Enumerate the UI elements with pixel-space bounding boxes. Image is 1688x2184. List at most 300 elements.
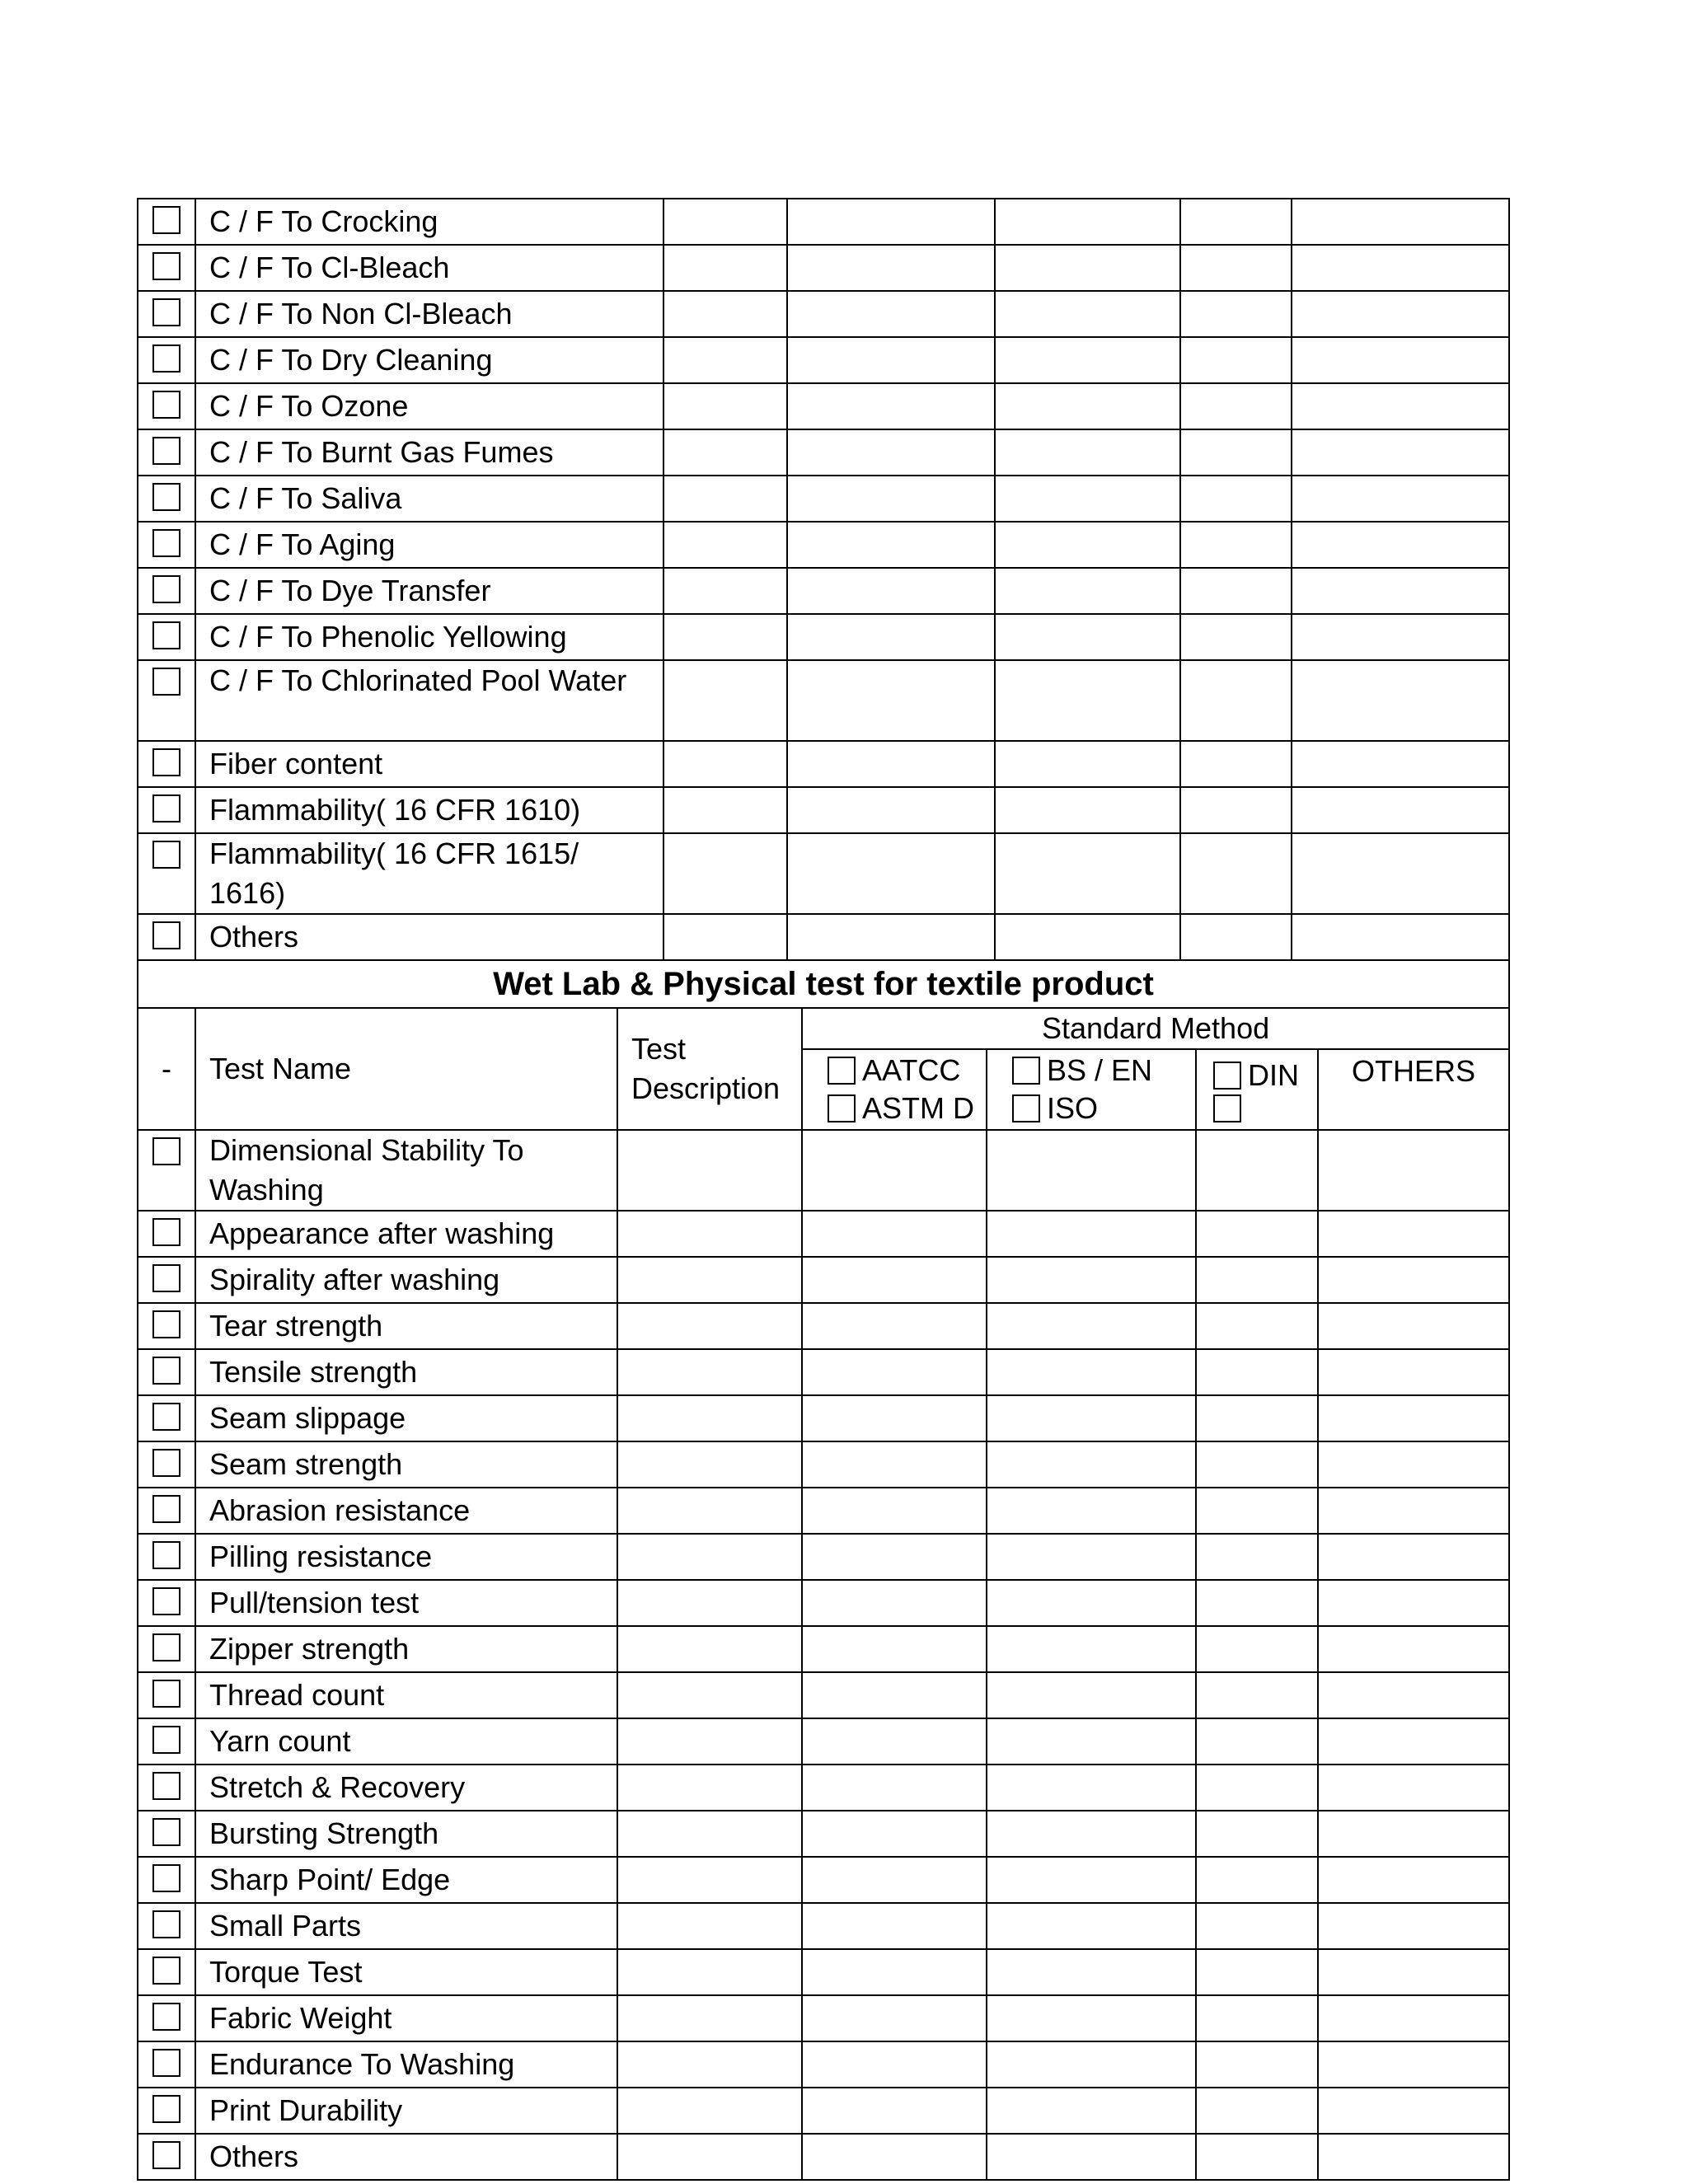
entry-cell[interactable]: [995, 787, 1180, 833]
entry-cell[interactable]: [987, 1857, 1196, 1903]
entry-cell[interactable]: [802, 1488, 987, 1534]
entry-cell[interactable]: [617, 1395, 802, 1441]
test-row-seam-slippage: [138, 1395, 1509, 1441]
test-row-pull-tension-test: [138, 1580, 1509, 1626]
row-checkbox-cell: [138, 1130, 195, 1211]
entry-cell[interactable]: [987, 2088, 1196, 2134]
entry-cell[interactable]: [995, 476, 1180, 522]
entry-cell[interactable]: [1196, 1349, 1318, 1395]
entry-cell[interactable]: [802, 1534, 987, 1580]
test-name: Print Durability: [195, 2088, 617, 2134]
test-name: Seam slippage: [195, 1395, 617, 1441]
test-name: C / F To Dye Transfer: [195, 568, 663, 614]
entry-cell[interactable]: [1180, 568, 1292, 614]
entry-cell[interactable]: [663, 614, 787, 660]
entry-cell[interactable]: [1180, 199, 1292, 245]
entry-cell[interactable]: [987, 1441, 1196, 1488]
entry-cell[interactable]: [617, 1534, 802, 1580]
entry-cell[interactable]: [663, 741, 787, 787]
entry-cell[interactable]: [1292, 914, 1509, 960]
astm-d-checkbox[interactable]: [828, 1094, 856, 1122]
test-row-c-f-to-saliva: [138, 476, 1509, 522]
entry-cell[interactable]: [1318, 1765, 1509, 1811]
entry-cell[interactable]: [1180, 522, 1292, 568]
entry-cell[interactable]: [987, 2041, 1196, 2088]
test-row-fabric-weight: [138, 1995, 1509, 2041]
entry-cell[interactable]: [1292, 833, 1509, 914]
entry-cell[interactable]: [995, 199, 1180, 245]
test-row-torque-test: [138, 1949, 1509, 1995]
entry-cell[interactable]: [617, 1349, 802, 1395]
entry-cell[interactable]: [617, 2041, 802, 2088]
test-name: Seam strength: [195, 1441, 617, 1488]
row-checkbox[interactable]: [152, 1495, 181, 1523]
entry-cell[interactable]: [1292, 568, 1509, 614]
entry-cell[interactable]: [802, 1765, 987, 1811]
entry-cell[interactable]: [787, 199, 995, 245]
row-checkbox[interactable]: [152, 437, 181, 465]
entry-cell[interactable]: [1318, 1903, 1509, 1949]
row-checkbox[interactable]: [152, 794, 181, 823]
entry-cell[interactable]: [987, 1765, 1196, 1811]
entry-cell[interactable]: [995, 245, 1180, 291]
entry-cell[interactable]: [663, 660, 787, 741]
iso-label: ISO: [1047, 1091, 1099, 1125]
test-row-fiber-content: [138, 741, 1509, 787]
entry-cell[interactable]: [1318, 1303, 1509, 1349]
test-row-dimensional-stability-to-washing: [138, 1130, 1509, 1211]
entry-cell[interactable]: [617, 1211, 802, 1257]
entry-cell[interactable]: [1292, 476, 1509, 522]
entry-cell[interactable]: [995, 833, 1180, 914]
entry-cell[interactable]: [802, 1349, 987, 1395]
entry-cell[interactable]: [987, 1488, 1196, 1534]
entry-cell[interactable]: [787, 614, 995, 660]
entry-cell[interactable]: [663, 833, 787, 914]
bs-en-label: BS / EN: [1047, 1053, 1153, 1087]
entry-cell[interactable]: [1180, 429, 1292, 476]
row-checkbox-cell: [138, 1672, 195, 1718]
entry-cell[interactable]: [1196, 2041, 1318, 2088]
entry-cell[interactable]: [617, 1488, 802, 1534]
entry-cell[interactable]: [617, 2134, 802, 2180]
test-name: Flammability( 16 CFR 1610): [195, 787, 663, 833]
aatcc-checkbox[interactable]: [828, 1057, 856, 1085]
entry-cell[interactable]: [1318, 2134, 1509, 2180]
test-name: Flammability( 16 CFR 1615/ 1616): [195, 833, 663, 914]
entry-cell[interactable]: [987, 1257, 1196, 1303]
test-name: C / F To Cl-Bleach: [195, 245, 663, 291]
entry-cell[interactable]: [1318, 1211, 1509, 1257]
entry-cell[interactable]: [1180, 291, 1292, 337]
entry-cell[interactable]: [663, 914, 787, 960]
entry-cell[interactable]: [617, 1765, 802, 1811]
row-checkbox[interactable]: [152, 529, 181, 557]
row-checkbox-cell: [138, 245, 195, 291]
row-checkbox[interactable]: [152, 2049, 181, 2077]
entry-cell[interactable]: [1180, 383, 1292, 429]
row-checkbox-cell: [138, 614, 195, 660]
section-title: Wet Lab & Physical test for textile product: [138, 960, 1509, 1008]
entry-cell[interactable]: [1196, 1395, 1318, 1441]
entry-cell[interactable]: [1318, 1580, 1509, 1626]
row-checkbox-cell: [138, 199, 195, 245]
entry-cell[interactable]: [1318, 1441, 1509, 1488]
row-checkbox-cell: [138, 1441, 195, 1488]
row-checkbox[interactable]: [152, 2003, 181, 2031]
entry-cell[interactable]: [1196, 1903, 1318, 1949]
entry-cell[interactable]: [1180, 337, 1292, 383]
entry-cell[interactable]: [787, 337, 995, 383]
row-checkbox[interactable]: [152, 252, 181, 280]
entry-cell[interactable]: [1180, 914, 1292, 960]
row-checkbox[interactable]: [152, 1310, 181, 1338]
entry-cell[interactable]: [1180, 660, 1292, 741]
test-row-c-f-to-cl-bleach: [138, 245, 1509, 291]
header-others: OTHERS: [1318, 1049, 1509, 1130]
entry-cell[interactable]: [1196, 2134, 1318, 2180]
row-checkbox-cell: [138, 568, 195, 614]
row-checkbox-cell: [138, 522, 195, 568]
colorfastness-table: [137, 198, 1510, 961]
row-checkbox[interactable]: [152, 2095, 181, 2123]
entry-cell[interactable]: [802, 1672, 987, 1718]
entry-cell[interactable]: [995, 337, 1180, 383]
entry-cell[interactable]: [802, 1441, 987, 1488]
row-checkbox[interactable]: [152, 1587, 181, 1615]
entry-cell[interactable]: [1318, 1349, 1509, 1395]
entry-cell[interactable]: [1292, 291, 1509, 337]
entry-cell[interactable]: [987, 1130, 1196, 1211]
entry-cell[interactable]: [1292, 614, 1509, 660]
entry-cell[interactable]: [1196, 1534, 1318, 1580]
entry-cell[interactable]: [617, 1949, 802, 1995]
entry-cell[interactable]: [1292, 245, 1509, 291]
entry-cell[interactable]: [1180, 245, 1292, 291]
entry-cell[interactable]: [617, 1672, 802, 1718]
entry-cell[interactable]: [987, 1995, 1196, 2041]
entry-cell[interactable]: [1196, 1580, 1318, 1626]
entry-cell[interactable]: [1292, 741, 1509, 787]
entry-cell[interactable]: [1196, 1626, 1318, 1672]
row-checkbox[interactable]: [152, 1541, 181, 1569]
entry-cell[interactable]: [995, 429, 1180, 476]
entry-cell[interactable]: [787, 833, 995, 914]
entry-cell[interactable]: [663, 568, 787, 614]
entry-cell[interactable]: [1292, 522, 1509, 568]
entry-cell[interactable]: [987, 1580, 1196, 1626]
entry-cell[interactable]: [802, 1303, 987, 1349]
row-checkbox-cell: [138, 2088, 195, 2134]
test-name: Small Parts: [195, 1903, 617, 1949]
entry-cell[interactable]: [1196, 1211, 1318, 1257]
entry-cell[interactable]: [787, 522, 995, 568]
entry-cell[interactable]: [1318, 1811, 1509, 1857]
row-checkbox[interactable]: [152, 1357, 181, 1385]
entry-cell[interactable]: [617, 1626, 802, 1672]
entry-cell[interactable]: [617, 1811, 802, 1857]
row-checkbox[interactable]: [152, 1218, 181, 1246]
test-name: C / F To Ozone: [195, 383, 663, 429]
entry-cell[interactable]: [1292, 787, 1509, 833]
row-checkbox[interactable]: [152, 206, 181, 234]
entry-cell[interactable]: [802, 1949, 987, 1995]
entry-cell[interactable]: [663, 787, 787, 833]
entry-cell[interactable]: [995, 741, 1180, 787]
test-name: Fabric Weight: [195, 1995, 617, 2041]
entry-cell[interactable]: [987, 1811, 1196, 1857]
entry-cell[interactable]: [1196, 1672, 1318, 1718]
entry-cell[interactable]: [987, 1534, 1196, 1580]
row-checkbox-cell: [138, 833, 195, 914]
entry-cell[interactable]: [1180, 741, 1292, 787]
astm-d-label: ASTM D: [862, 1091, 975, 1125]
entry-cell[interactable]: [1196, 1303, 1318, 1349]
din-label: DIN: [1248, 1058, 1299, 1092]
entry-cell[interactable]: [987, 1949, 1196, 1995]
din-checkbox[interactable]: [1213, 1062, 1241, 1090]
row-checkbox[interactable]: [152, 1264, 181, 1292]
row-checkbox[interactable]: [152, 841, 181, 869]
entry-cell[interactable]: [1180, 614, 1292, 660]
entry-cell[interactable]: [1292, 383, 1509, 429]
row-checkbox[interactable]: [152, 1403, 181, 1431]
entry-cell[interactable]: [802, 1211, 987, 1257]
std-bsen-iso-cell: [987, 1049, 1196, 1130]
entry-cell[interactable]: [787, 568, 995, 614]
entry-cell[interactable]: [802, 2134, 987, 2180]
row-checkbox[interactable]: [152, 298, 181, 326]
test-name: Spirality after washing: [195, 1257, 617, 1303]
row-checkbox[interactable]: [152, 1449, 181, 1477]
entry-cell[interactable]: [995, 383, 1180, 429]
entry-cell[interactable]: [995, 660, 1180, 741]
row-checkbox[interactable]: [152, 668, 181, 696]
entry-cell[interactable]: [1318, 1995, 1509, 2041]
test-name: Zipper strength: [195, 1626, 617, 1672]
entry-cell[interactable]: [1292, 199, 1509, 245]
entry-cell[interactable]: [1318, 1488, 1509, 1534]
row-checkbox[interactable]: [152, 344, 181, 373]
row-checkbox[interactable]: [152, 1726, 181, 1754]
test-name: C / F To Chlorinated Pool Water: [195, 660, 663, 741]
test-name: Torque Test: [195, 1949, 617, 1995]
entry-cell[interactable]: [987, 1672, 1196, 1718]
row-checkbox[interactable]: [152, 391, 181, 419]
row-checkbox[interactable]: [152, 2141, 181, 2169]
entry-cell[interactable]: [995, 291, 1180, 337]
entry-cell[interactable]: [1196, 1257, 1318, 1303]
entry-cell[interactable]: [1180, 833, 1292, 914]
row-checkbox[interactable]: [152, 575, 181, 603]
test-row-stretch-recovery: [138, 1765, 1509, 1811]
row-checkbox-cell: [138, 2134, 195, 2180]
row-checkbox-cell: [138, 741, 195, 787]
test-row-print-durability: [138, 2088, 1509, 2134]
entry-cell[interactable]: [1196, 2088, 1318, 2134]
entry-cell[interactable]: [995, 914, 1180, 960]
entry-cell[interactable]: [787, 429, 995, 476]
row-checkbox-cell: [138, 1626, 195, 1672]
entry-cell[interactable]: [617, 2088, 802, 2134]
entry-cell[interactable]: [987, 1395, 1196, 1441]
row-checkbox-cell: [138, 1211, 195, 1257]
row-checkbox[interactable]: [152, 1957, 181, 1985]
entry-cell[interactable]: [1318, 1130, 1509, 1211]
entry-cell[interactable]: [802, 2041, 987, 2088]
entry-cell[interactable]: [1196, 1995, 1318, 2041]
test-row-bursting-strength: [138, 1811, 1509, 1857]
entry-cell[interactable]: [1196, 1765, 1318, 1811]
entry-cell[interactable]: [995, 614, 1180, 660]
entry-cell[interactable]: [802, 1811, 987, 1857]
test-name: C / F To Saliva: [195, 476, 663, 522]
iso-checkbox[interactable]: [1012, 1094, 1040, 1122]
entry-cell[interactable]: [802, 1130, 987, 1211]
row-checkbox-cell: [138, 291, 195, 337]
entry-cell[interactable]: [1318, 1672, 1509, 1718]
row-checkbox-cell: [138, 1718, 195, 1765]
test-name: Appearance after washing: [195, 1211, 617, 1257]
entry-cell[interactable]: [1196, 1718, 1318, 1765]
test-row-others: [138, 914, 1509, 960]
entry-cell[interactable]: [1318, 1949, 1509, 1995]
entry-cell[interactable]: [787, 383, 995, 429]
entry-cell[interactable]: [787, 787, 995, 833]
entry-cell[interactable]: [617, 1995, 802, 2041]
entry-cell[interactable]: [1196, 1441, 1318, 1488]
row-checkbox[interactable]: [152, 1818, 181, 1846]
test-name: Tensile strength: [195, 1349, 617, 1395]
entry-cell[interactable]: [987, 1303, 1196, 1349]
entry-cell[interactable]: [787, 660, 995, 741]
header-dash: -: [138, 1008, 195, 1130]
row-checkbox-cell: [138, 1765, 195, 1811]
test-name: C / F To Aging: [195, 522, 663, 568]
entry-cell[interactable]: [1196, 1811, 1318, 1857]
entry-cell[interactable]: [802, 1395, 987, 1441]
entry-cell[interactable]: [987, 1903, 1196, 1949]
entry-cell[interactable]: [787, 245, 995, 291]
entry-cell[interactable]: [802, 1903, 987, 1949]
entry-cell[interactable]: [1318, 1534, 1509, 1580]
row-checkbox-cell: [138, 2041, 195, 2088]
entry-cell[interactable]: [787, 914, 995, 960]
row-checkbox[interactable]: [152, 921, 181, 949]
entry-cell[interactable]: [787, 291, 995, 337]
entry-cell[interactable]: [1318, 2088, 1509, 2134]
entry-cell[interactable]: [1318, 1257, 1509, 1303]
entry-cell[interactable]: [995, 568, 1180, 614]
entry-cell[interactable]: [1318, 1626, 1509, 1672]
entry-cell[interactable]: [1196, 1949, 1318, 1995]
test-name: Tear strength: [195, 1303, 617, 1349]
row-checkbox-cell: [138, 337, 195, 383]
row-checkbox-cell: [138, 1534, 195, 1580]
din-extra-checkbox[interactable]: [1213, 1094, 1241, 1122]
row-checkbox[interactable]: [152, 1864, 181, 1892]
entry-cell[interactable]: [1318, 1395, 1509, 1441]
entry-cell[interactable]: [987, 2134, 1196, 2180]
test-name: Yarn count: [195, 1718, 617, 1765]
row-checkbox[interactable]: [152, 1772, 181, 1800]
row-checkbox[interactable]: [152, 621, 181, 649]
entry-cell[interactable]: [987, 1211, 1196, 1257]
row-checkbox-cell: [138, 1995, 195, 2041]
row-checkbox[interactable]: [152, 1633, 181, 1661]
entry-cell[interactable]: [987, 1349, 1196, 1395]
entry-cell[interactable]: [802, 2088, 987, 2134]
entry-cell[interactable]: [663, 476, 787, 522]
entry-cell[interactable]: [1292, 337, 1509, 383]
entry-cell[interactable]: [802, 1626, 987, 1672]
test-name: Others: [195, 914, 663, 960]
entry-cell[interactable]: [663, 522, 787, 568]
entry-cell[interactable]: [1196, 1130, 1318, 1211]
entry-cell[interactable]: [663, 291, 787, 337]
entry-cell[interactable]: [617, 1441, 802, 1488]
entry-cell[interactable]: [802, 1857, 987, 1903]
entry-cell[interactable]: [1196, 1488, 1318, 1534]
test-row-others: [138, 2134, 1509, 2180]
row-checkbox[interactable]: [152, 1137, 181, 1165]
entry-cell[interactable]: [1318, 1857, 1509, 1903]
row-checkbox-cell: [138, 1580, 195, 1626]
entry-cell[interactable]: [1318, 2041, 1509, 2088]
entry-cell[interactable]: [617, 1857, 802, 1903]
test-name: C / F To Phenolic Yellowing: [195, 614, 663, 660]
entry-cell[interactable]: [1292, 429, 1509, 476]
entry-cell[interactable]: [995, 522, 1180, 568]
entry-cell[interactable]: [617, 1130, 802, 1211]
entry-cell[interactable]: [1180, 787, 1292, 833]
test-row-c-f-to-crocking: [138, 199, 1509, 245]
row-checkbox[interactable]: [152, 483, 181, 511]
entry-cell[interactable]: [663, 245, 787, 291]
entry-cell[interactable]: [802, 1718, 987, 1765]
entry-cell[interactable]: [663, 383, 787, 429]
entry-cell[interactable]: [987, 1626, 1196, 1672]
entry-cell[interactable]: [617, 1580, 802, 1626]
entry-cell[interactable]: [802, 1995, 987, 2041]
test-row-flammability-16-cfr-1615-1616: [138, 833, 1509, 914]
entry-cell[interactable]: [1180, 476, 1292, 522]
test-row-c-f-to-dye-transfer: [138, 568, 1509, 614]
row-checkbox[interactable]: [152, 1910, 181, 1938]
entry-cell[interactable]: [787, 476, 995, 522]
entry-cell[interactable]: [787, 741, 995, 787]
row-checkbox[interactable]: [152, 1680, 181, 1708]
entry-cell[interactable]: [617, 1303, 802, 1349]
bs-en-checkbox[interactable]: [1012, 1057, 1040, 1085]
entry-cell[interactable]: [663, 429, 787, 476]
entry-cell[interactable]: [987, 1718, 1196, 1765]
entry-cell[interactable]: [802, 1580, 987, 1626]
entry-cell[interactable]: [1318, 1718, 1509, 1765]
row-checkbox-cell: [138, 787, 195, 833]
entry-cell[interactable]: [802, 1257, 987, 1303]
row-checkbox-cell: [138, 1811, 195, 1857]
entry-cell[interactable]: [1292, 660, 1509, 741]
entry-cell[interactable]: [617, 1718, 802, 1765]
row-checkbox[interactable]: [152, 748, 181, 776]
entry-cell[interactable]: [1196, 1857, 1318, 1903]
entry-cell[interactable]: [617, 1903, 802, 1949]
entry-cell[interactable]: [663, 337, 787, 383]
entry-cell[interactable]: [663, 199, 787, 245]
row-checkbox-cell: [138, 1349, 195, 1395]
entry-cell[interactable]: [617, 1257, 802, 1303]
